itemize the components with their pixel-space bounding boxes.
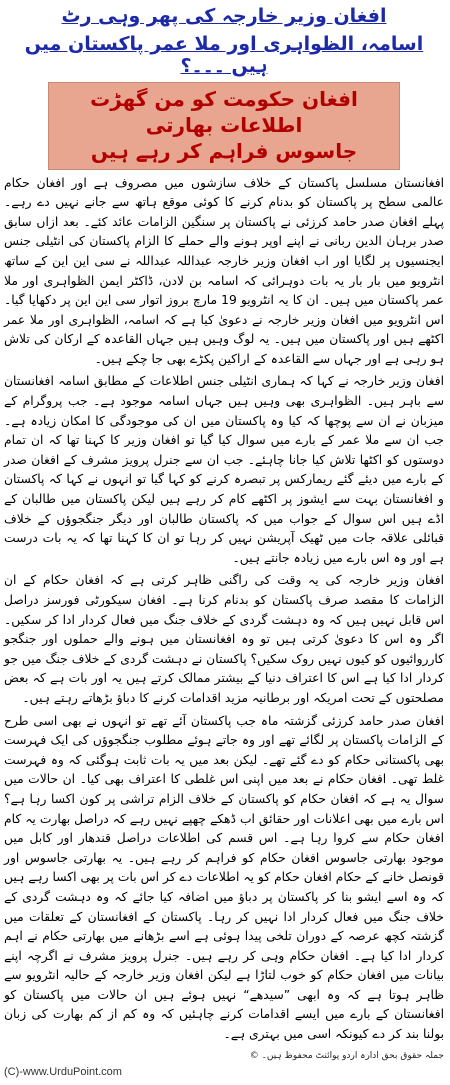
banner-line-2: جاسوس فراہم کر رہے ہیں — [90, 138, 358, 163]
article-paragraph-3: افغان وزیر خارجہ کی یہ وقت کی راگنی ظاہر کرتی ہے کہ افغان حکام کے ان الزامات کا مقصد صرف پاکستان کو بدنام کرنا ہے۔ افغان سیکورٹی فورسز دراصل اس قابل نہیں ہیں کہ وہ دہشت گردی کے خلاف جنگ میں فعال کردار ادا کر سکیں۔ اگر وہ اس کا دعویٰ کرتی ہیں تو وہ افغانستان میں ہونے والے حملوں اور جنگجو کارروائیوں کو کیوں نہیں روک سکیں؟ پاکستان نے دہشت گردی کے خلاف جنگ میں جو کردار ادا کیا ہے اس کا اعتراف دنیا کے بیشتر ممالک کرتے ہیں یہ اور بات ہے کہ بعض مصلحتوں کے تحت امریکہ اور برطانیہ مزید اقدامات کرنے کا دباؤ بڑھاتے رہتے ہیں۔ — [4, 573, 444, 705]
article-body — [4, 174, 444, 1045]
page-footer — [4, 1050, 444, 1078]
article-paragraph-2: افغان وزیر خارجہ نے کہا کہ ہماری انٹیلی جنس اطلاعات کے مطابق اسامہ افغانستان سے باہر ہیں۔ الظواہری بھی وہیں ہیں جہاں اسامہ موجود ہے۔ جب پروگرام کے میزبان نے ان سے پوچھا کہ کیا وہ پاکستان میں ان کی موجودگی کا امکان زیادہ ہے۔ جب ان سے ملا عمر کے بارے میں سوال کیا گیا تو افغان وزیر کا کہنا تھا کہ ان تمام دوستوں کو اکٹھا تلاش کیا جانا چاہئے۔ جب ان سے جنرل پرویز مشرف کے افغان صدر کے بارے میں دیئے گئے ریمارکس پر تبصرہ کرنے کو کہا گیا تو انہوں نے کہا کہ پاکستان و افغانستان بہت سے ایشوز پر اکٹھے کام کر رہے ہیں لیکن پاکستان میں طالبان کے اڈے ہیں اس سوال کے جواب میں کہ پاکستان طالبان اور دیگر جنگجوؤں کے خلاف قبائلی علاقہ جات میں ٹھیک آپریشن نہیں کر رہا تو ان کا کہنا تھا کہ یہ بات درست ہے اور وہ اس بارے میں زیادہ جانتے ہیں۔ — [4, 374, 444, 565]
rights-notice: جملہ حقوق بحق ادارہ اردو پوائنٹ محفوظ ہیں۔ © — [249, 1051, 444, 1061]
copyright-link[interactable]: (C)-www.UrduPoint.com — [4, 1066, 122, 1078]
banner-line-1: افغان حکومت کو من گھڑت اطلاعات بھارتی — [90, 86, 358, 137]
article-paragraph-4: افغان صدر حامد کرزئی گزشتہ ماہ جب پاکستان آئے تھے تو انہوں نے بھی اسی طرح کے الزامات پاکستان پر لگائے تھے اور وہ جاتے ہوئے مطلوب جنگجوؤں کی ایک فہرست بھی پاکستانی حکام کو دے گئے تھے۔ لیکن بعد میں یہ بات ثابت ہوگئی کہ وہ فہرست غلط تھی۔ افغان حکام نے بعد میں اپنی اس غلطی کا اعتراف بھی کیا۔ ان حالات میں سوال یہ ہے کہ افغان حکام کو پاکستان کے خلاف الزام تراشی پر کون اکسا رہا ہے؟ اس بارے میں بھی اعلانات اور حقائق اب ڈھکے چھپے نہیں رہے کہ دراصل بھارت یہ کام افغان حکام سے کروا رہا ہے۔ اس قسم کی اطلاعات دراصل قندھار اور کابل میں موجود بھارتی جاسوس افغان حکام کو فراہم کر رہے ہیں۔ یہ بھارتی جاسوس اور قونصل خانے کے حکام افغان حکام کو یہ اطلاعات دے کر اس بات پر بھی اکسا رہے ہیں کہ وہ اسے ایشو بنا کر پاکستان پر دباؤ میں اضافہ کیا جائے کہ وہ دہشت گردی کے خلاف جنگ میں فعال کردار ادا نہیں کر رہا۔ پاکستان کے افغانستان کے تعلقات میں گزشتہ کچھ عرصہ کے دوران تلخی پیدا ہوئی ہے اسے بڑھانے میں بھارتی حکام نے اہم کردار ادا کیا ہے۔ افغان حکام وہی کر رہے ہیں۔ جنرل پرویز مشرف نے اگرچہ اپنے بیانات میں افغان حکام کو خوب لتاڑا ہے لیکن افغان وزیر خارجہ کے حالیہ انٹرویو سے ظاہر ہوتا ہے کہ وہ ابھی ”سیدھے“ نہیں ہوئے ہیں ان حالات میں پاکستان کو افغانستان کے بارے میں ایسے اقدامات کرنے چاہئیں کہ وہ کم از کم بھارت کی زبان بولنا بند کر دے کیونکہ اسی میں بہتری ہے۔ — [4, 713, 444, 1042]
article-paragraph-1: افغانستان مسلسل پاکستان کے خلاف سازشوں میں مصروف ہے اور افغان حکام عالمی سطح پر پاکستان کو بدنام کرنے کا کوئی موقع ہاتھ سے جانے نہیں دے رہے۔ پہلے افغان صدر حامد کرزئی نے پاکستان پر سنگین الزامات عائد کئے۔ بعد ازاں سابق صدر برہان الدین ربانی نے اپنے اوپر ہونے والے حملے کا الزام پاکستان کی انٹیلی جنس ایجنسیوں پر لگایا اور اب افغان وزیر خارجہ عبداللہ عبداللہ نے سی این این کے ساتھ انٹرویو میں بار بار یہ بات دوہرائی کہ اسامہ بن لادن، ڈاکٹر ایمن الظواہری اور ملا عمر پاکستان میں ہیں۔ ان کا یہ انٹرویو 19 مارچ بروز اتوار سی این این پر دکھایا گیا۔ اس انٹرویو میں افغان وزیر خارجہ نے دعویٰ کیا ہے کہ اسامہ، الظواہری اور ملا عمر اکٹھے ہیں اور پاکستان میں ہیں۔ یہ لوگ وہیں ہیں جہاں القاعدہ کے ارکان کی تلاش ہو رہی ہے اور جہاں سے القاعدہ کے اراکین پکڑے بھی جا چکے ہیں۔ — [4, 175, 444, 366]
headline-main: افغان وزیر خارجہ کی پھر وہی رٹ — [61, 5, 387, 27]
highlight-banner — [48, 82, 400, 170]
headline-sub: اسامہ، الظواہری اور ملا عمر پاکستان میں ہیں ۔۔۔؟ — [24, 32, 424, 77]
